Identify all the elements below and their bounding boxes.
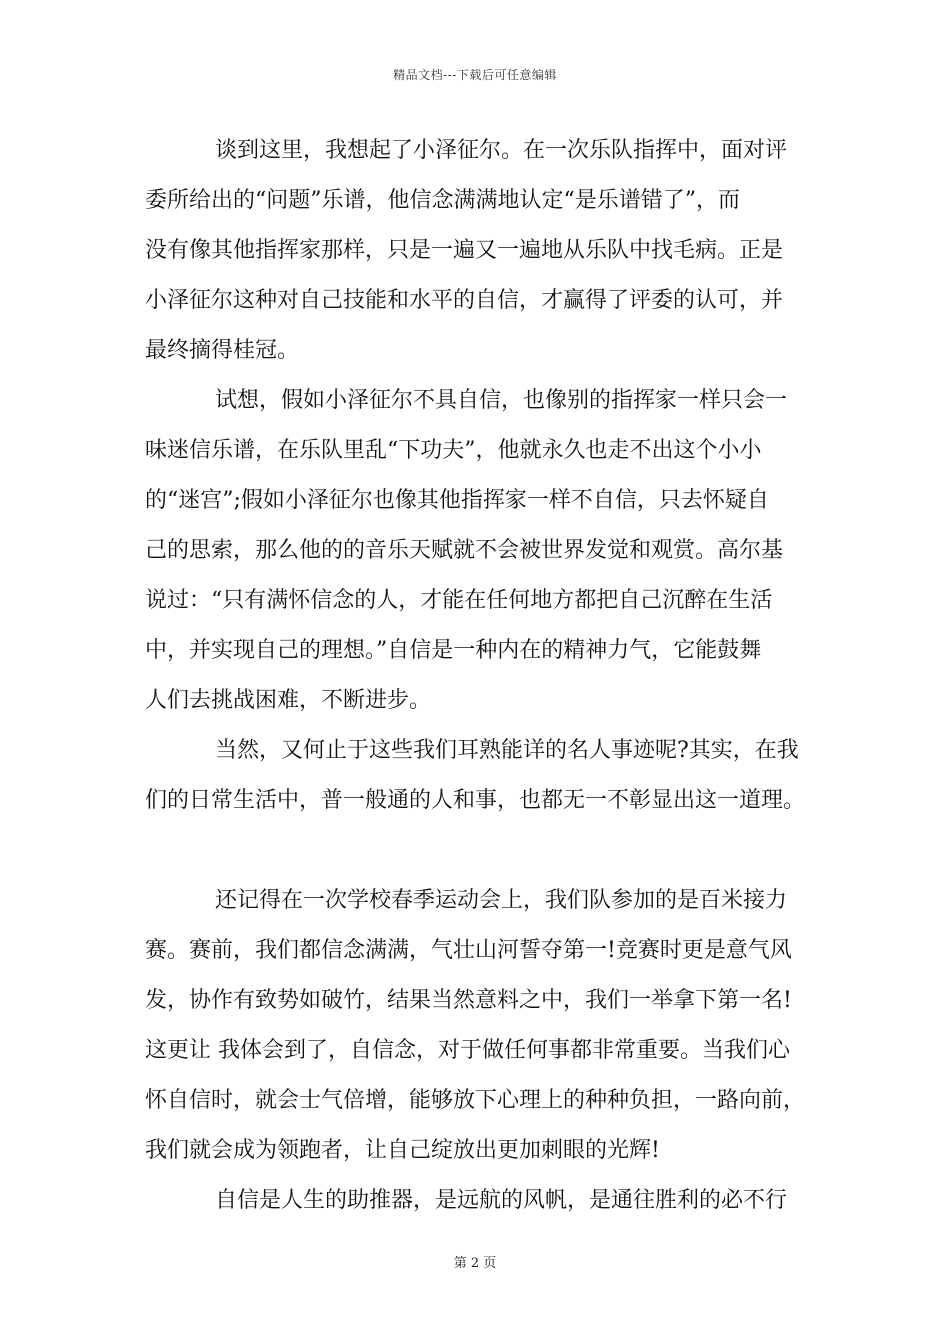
paragraph-5-line-1: 自信是人生的助推器，是远航的风帆，是通往胜利的必不行 xyxy=(215,1188,788,1213)
paragraph-1-line-3: 没有像其他指挥家那样，只是一遍又一遍地从乐队中找毛病。正是 xyxy=(145,238,784,263)
paragraph-4-line-3: 发，协作有致势如破竹，结果当然意料之中，我们一举拿下第一名! xyxy=(145,988,792,1013)
paragraph-2-line-7: 人们去挑战困难，不断进步。 xyxy=(145,688,432,713)
paragraph-3-line-2: 们的日常生活中，普一般通的人和事，也都无一不彰显出这一道理。 xyxy=(145,788,806,813)
paragraph-4-line-6: 我们就会成为领跑者，让自己绽放出更加刺眼的光辉! xyxy=(145,1138,660,1163)
paragraph-4-line-2: 赛。赛前，我们都信念满满，气壮山河誓夺第一!竞赛时更是意气风 xyxy=(145,938,792,963)
paragraph-4-line-5: 怀自信时，就会士气倍增，能够放下心理上的种种负担，一路向前， xyxy=(145,1088,806,1113)
paragraph-2-line-2: 味迷信乐谱，在乐队里乱“下功夫”，他就永久也走不出这个小小 xyxy=(145,438,762,463)
paragraph-1-line-5: 最终摘得桂冠。 xyxy=(145,338,300,363)
paragraph-3-line-1: 当然，又何止于这些我们耳熟能详的名人事迹呢?其实，在我 xyxy=(215,738,799,763)
paragraph-1-line-4: 小泽征尔这种对自己技能和水平的自信，才赢得了评委的认可，并 xyxy=(145,288,784,313)
paragraph-1-line-2: 委所给出的“问题”乐谱，他信念满满地认定“是乐谱错了”，而 xyxy=(145,188,740,213)
page-number: 第 2 页 xyxy=(453,1256,497,1271)
page-header: 精品文档---下载后可任意编辑 xyxy=(393,68,557,82)
paragraph-2-line-4: 己的思索，那么他的的音乐天赋就不会被世界发觉和观赏。高尔基 xyxy=(145,538,784,563)
paragraph-2-line-5: 说过：“只有满怀信念的人，才能在任何地方都把自己沉醉在生活 xyxy=(145,588,773,613)
paragraph-2-line-3: 的“迷宫”;假如小泽征尔也像其他指挥家一样不自信，只去怀疑自 xyxy=(145,488,769,513)
paragraph-4-line-1: 还记得在一次学校春季运动会上，我们队参加的是百米接力 xyxy=(215,888,788,913)
paragraph-2-line-1: 试想，假如小泽征尔不具自信，也像别的指挥家一样只会一 xyxy=(215,388,788,413)
paragraph-1-line-1: 谈到这里，我想起了小泽征尔。在一次乐队指挥中，面对评 xyxy=(215,138,788,163)
paragraph-4-line-4: 这更让 我体会到了，自信念，对于做任何事都非常重要。当我们心 xyxy=(145,1038,790,1063)
paragraph-2-line-6: 中，并实现自己的理想。”自信是一种内在的精神力气，它能鼓舞 xyxy=(145,638,762,663)
